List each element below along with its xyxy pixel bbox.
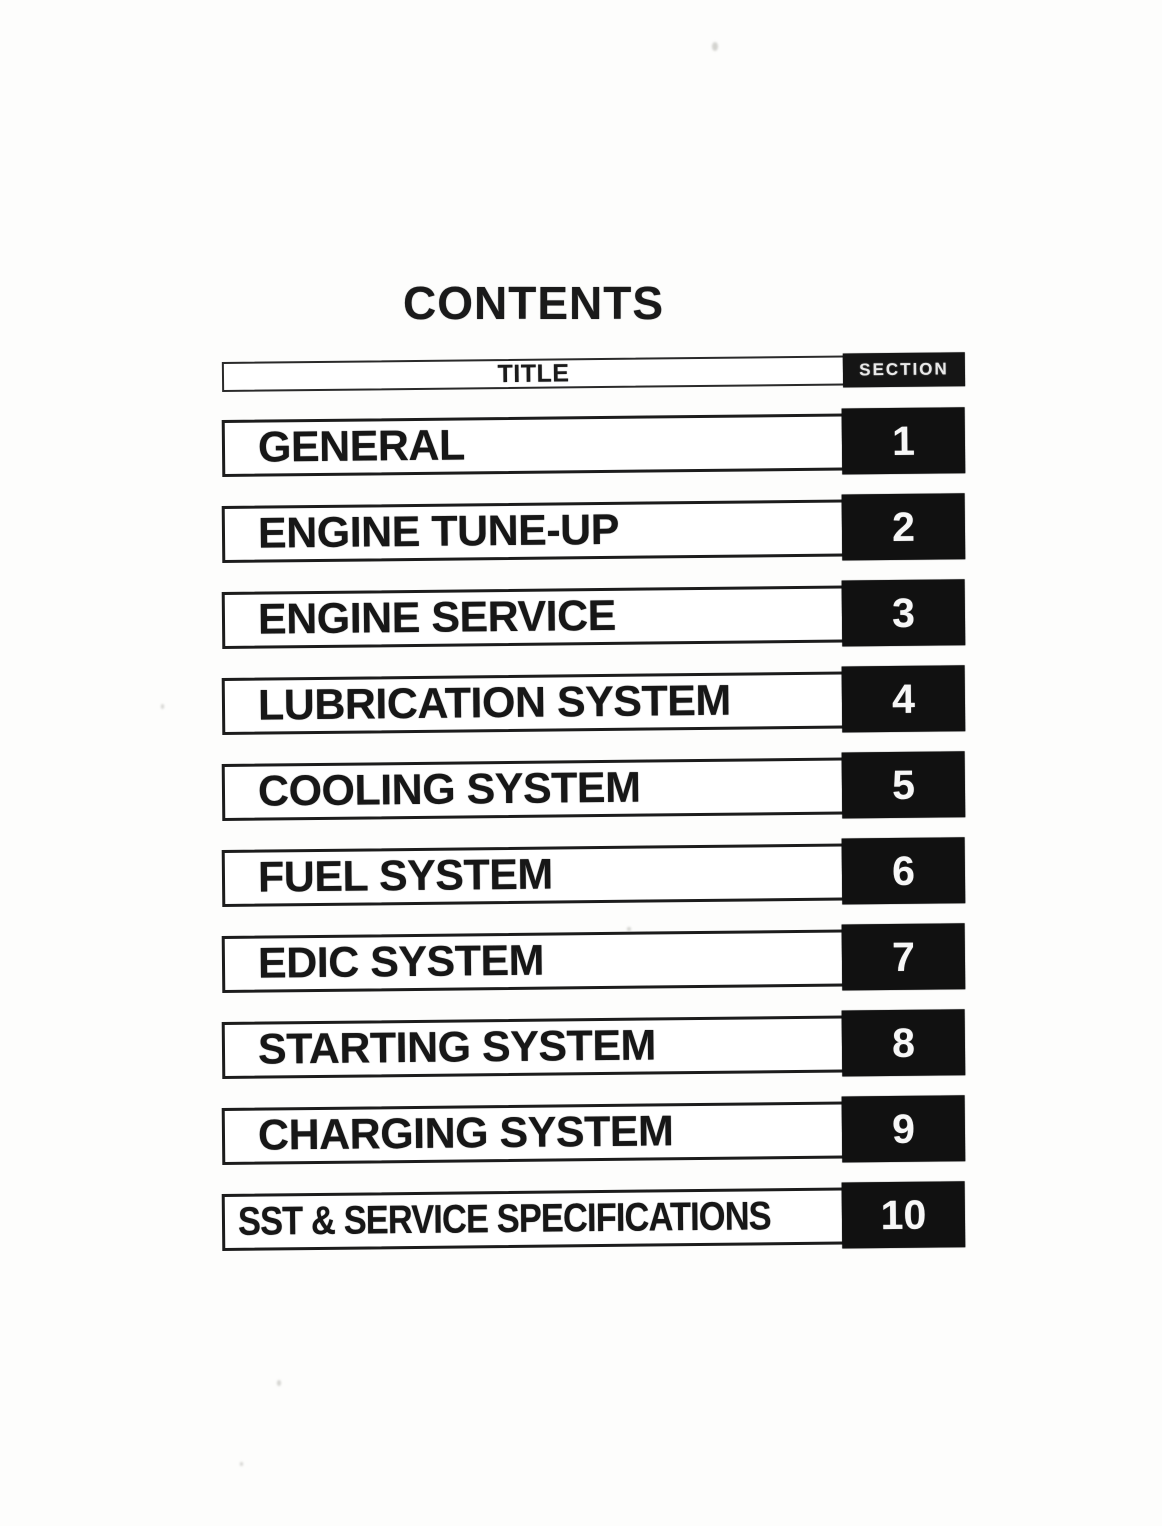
toc-row-title-cell: [222, 843, 846, 907]
toc-row-title: CHARGING SYSTEM: [257, 1107, 674, 1160]
toc-row: [222, 928, 966, 993]
toc-rows: [222, 417, 965, 1280]
section-number: 8: [891, 1019, 916, 1066]
toc-row-title: ENGINE SERVICE: [257, 591, 617, 644]
section-number-box: [842, 579, 966, 646]
toc-row-title-cell: [222, 1015, 846, 1079]
toc-row-title: COOLING SYSTEM: [257, 763, 641, 816]
scan-speck: [240, 1462, 243, 1466]
section-number-box: [842, 493, 966, 560]
toc-row-title-cell: [222, 1187, 846, 1251]
section-number-box: [842, 837, 966, 904]
section-number-box: [842, 1095, 966, 1162]
toc-header-section-label: SECTION: [859, 359, 949, 380]
toc-row-title-cell: [222, 929, 846, 993]
section-number-box: [842, 923, 966, 990]
toc-header-section-cell: [843, 352, 965, 387]
toc-row-title-cell: [222, 499, 846, 563]
toc-row-title: GENERAL: [257, 421, 465, 472]
toc-row: [222, 584, 966, 649]
toc-row-title: ENGINE TUNE-UP: [257, 505, 620, 558]
toc-row: [222, 670, 966, 735]
toc-row-title: LUBRICATION SYSTEM: [257, 676, 731, 730]
toc-header-title-cell: [222, 355, 845, 392]
toc-row-title-cell: [222, 413, 846, 477]
section-number: 10: [880, 1191, 927, 1238]
toc-row: [222, 412, 966, 477]
section-number-box: [842, 407, 966, 474]
toc-row-title-cell: [222, 757, 846, 821]
toc-row: [222, 1186, 966, 1251]
page-title: CONTENTS: [403, 277, 664, 329]
section-number: 9: [891, 1105, 916, 1152]
section-number: 5: [891, 761, 916, 808]
scan-speck: [627, 927, 631, 931]
section-number-box: [842, 1181, 966, 1248]
section-number: 1: [891, 417, 916, 464]
toc-row-title-cell: [222, 671, 846, 735]
section-number-box: [842, 751, 966, 818]
scan-speck: [712, 42, 718, 51]
section-number: 6: [891, 847, 916, 894]
toc-row: [222, 842, 966, 907]
section-number: 3: [891, 589, 916, 636]
section-number: 7: [891, 933, 916, 980]
section-number: 2: [891, 503, 916, 550]
section-number-box: [842, 665, 966, 732]
toc-row-title-cell: [222, 1101, 846, 1165]
toc-row-title-cell: [222, 585, 846, 649]
toc-row: [222, 1014, 966, 1079]
toc-header-title-label: TITLE: [497, 358, 570, 388]
toc-header-row: [222, 354, 965, 392]
scan-speck: [161, 704, 164, 709]
section-number: 4: [891, 675, 916, 722]
toc-row-title: FUEL SYSTEM: [257, 850, 553, 902]
toc-row: [222, 498, 966, 563]
toc-row-title: STARTING SYSTEM: [257, 1021, 657, 1074]
section-number-box: [842, 1009, 966, 1076]
toc-row-title: SST & SERVICE SPECIFICATIONS: [237, 1194, 771, 1244]
toc-row: [222, 756, 966, 821]
scan-speck: [277, 1380, 281, 1386]
toc-row-title: EDIC SYSTEM: [257, 936, 545, 988]
toc-row: [222, 1100, 966, 1165]
